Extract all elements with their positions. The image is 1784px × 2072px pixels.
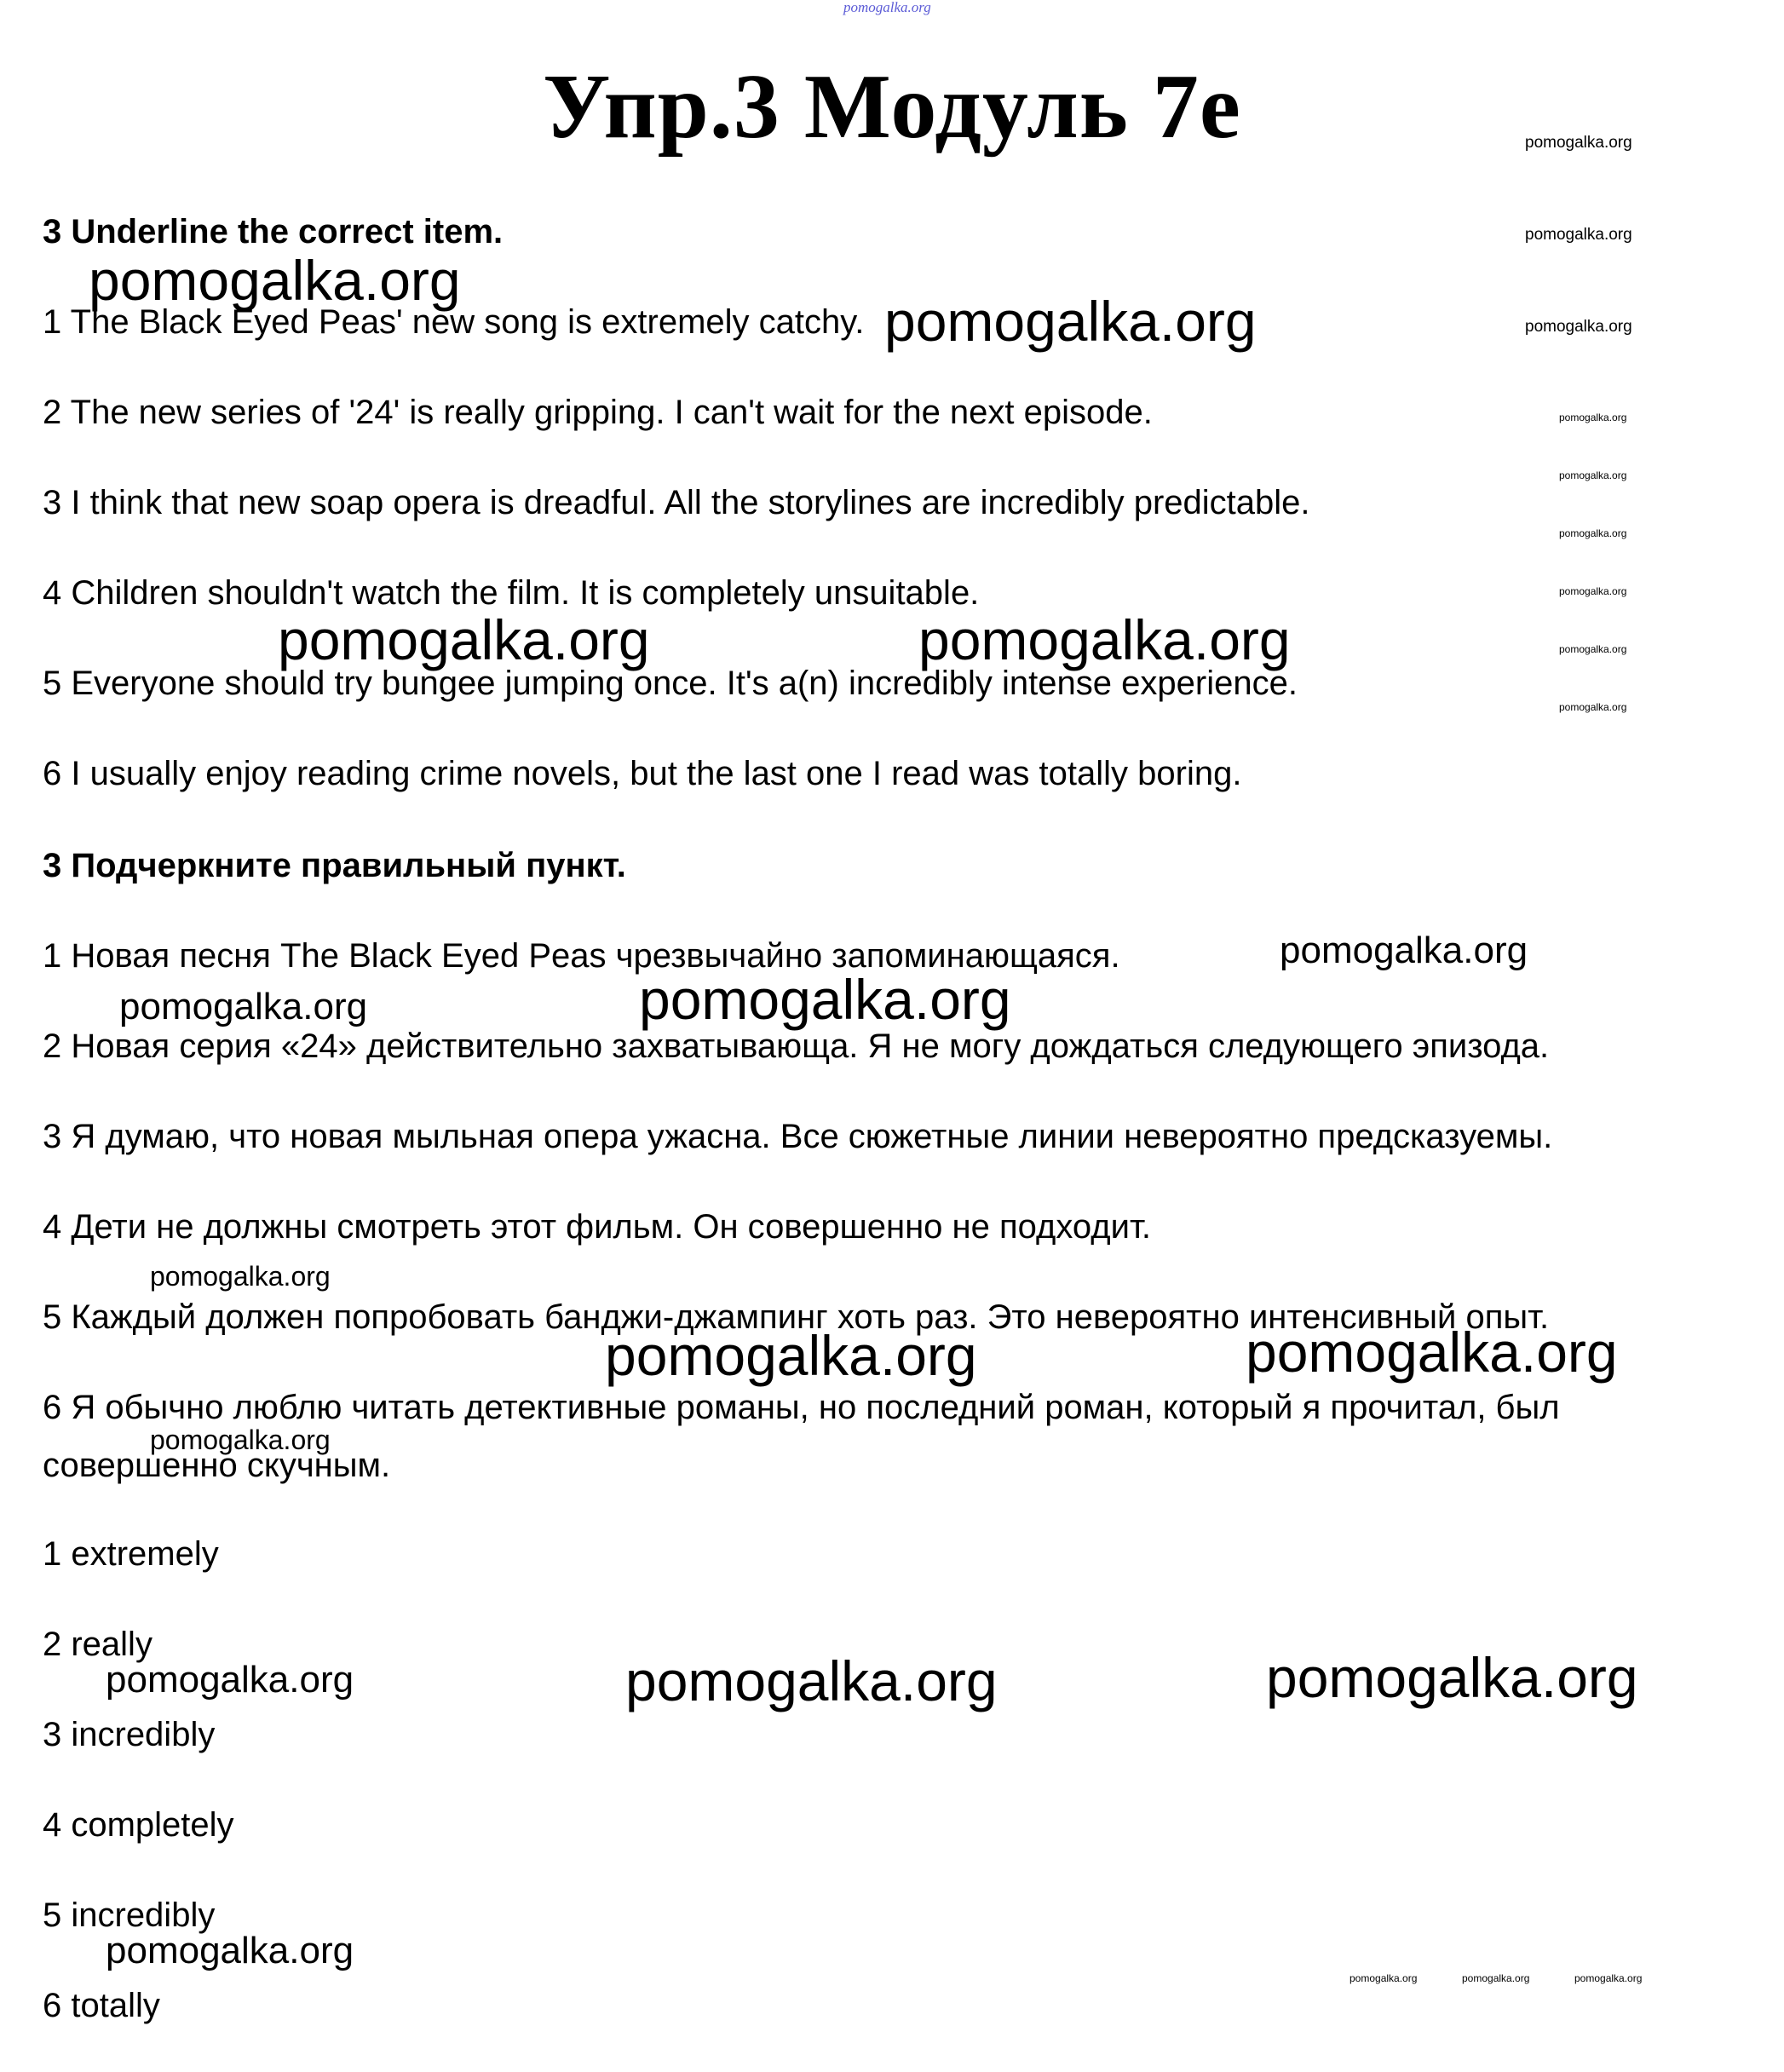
english-item-4: 4 Children shouldn't watch the film. It is completely unsuitable.	[43, 574, 980, 612]
watermark: pomogalka.org	[106, 1659, 354, 1701]
watermark: pomogalka.org	[106, 1930, 354, 1971]
watermark: pomogalka.org	[1559, 701, 1627, 713]
watermark: pomogalka.org	[1462, 1972, 1530, 1984]
watermark: pomogalka.org	[89, 249, 461, 312]
watermark: pomogalka.org	[605, 1324, 977, 1387]
answer-1: 1 extremely	[43, 1535, 219, 1573]
russian-item-5: 5 Каждый должен попробовать банджи-джампинг хоть раз. Это невероятно интенсивный опыт.	[43, 1298, 1550, 1336]
english-item-6: 6 I usually enjoy reading crime novels, but the last one I read was totally boring.	[43, 755, 1242, 792]
watermark: pomogalka.org	[1280, 930, 1528, 971]
answer-6: 6 totally	[43, 1987, 160, 2024]
watermark: pomogalka.org	[625, 1649, 998, 1712]
russian-item-1: 1 Новая песня The Black Eyed Peas чрезвычайно запоминающаяся.	[43, 937, 1120, 975]
watermark: pomogalka.org	[119, 986, 368, 1027]
watermark: pomogalka.org	[1246, 1321, 1618, 1384]
watermark: pomogalka.org	[1574, 1972, 1643, 1984]
watermark: pomogalka.org	[1525, 318, 1632, 336]
watermark: pomogalka.org	[1266, 1646, 1638, 1709]
watermark: pomogalka.org	[918, 608, 1291, 671]
english-heading: 3 Underline the correct item.	[43, 213, 504, 250]
english-item-1: 1 The Black Eyed Peas' new song is extremely catchy.	[43, 303, 865, 341]
english-item-2: 2 The new series of '24' is really gripping. I can't wait for the next episode.	[43, 394, 1153, 431]
answer-2: 2 really	[43, 1626, 153, 1663]
watermark: pomogalka.org	[1559, 643, 1627, 655]
answer-4: 4 completely	[43, 1806, 234, 1844]
watermark: pomogalka.org	[1559, 469, 1627, 481]
russian-item-6: 6 Я обычно люблю читать детективные романы, но последний роман, который я прочитал, был совершенно скучным.	[43, 1389, 1560, 1484]
watermark: pomogalka.org	[1559, 527, 1627, 539]
answer-5: 5 incredibly	[43, 1896, 216, 1934]
answer-3: 3 incredibly	[43, 1716, 216, 1753]
watermark: pomogalka.org	[1559, 412, 1627, 423]
page-title: Упр.3 Модуль 7е	[543, 56, 1241, 158]
watermark: pomogalka.org	[1559, 585, 1627, 597]
watermark: pomogalka.org	[150, 1424, 331, 1455]
watermark: pomogalka.org	[1350, 1972, 1418, 1984]
russian-item-4: 4 Дети не должны смотреть этот фильм. Он совершенно не подходит.	[43, 1208, 1151, 1246]
english-item-3: 3 I think that new soap opera is dreadful. All the storylines are incredibly predictable.	[43, 484, 1310, 521]
watermark: pomogalka.org	[884, 290, 1257, 353]
english-item-5: 5 Everyone should try bungee jumping once. It's a(n) incredibly intense experience.	[43, 665, 1298, 702]
russian-item-2: 2 Новая серия «24» действительно захватывающа. Я не могу дождаться следующего эпизода.	[43, 1027, 1550, 1065]
watermark: pomogalka.org	[1525, 134, 1632, 152]
watermark-top: pomogalka.org	[843, 0, 931, 15]
watermark: pomogalka.org	[150, 1261, 331, 1292]
watermark: pomogalka.org	[1525, 226, 1632, 244]
russian-heading: 3 Подчеркните правильный пункт.	[43, 847, 626, 884]
watermark: pomogalka.org	[278, 608, 650, 671]
russian-item-3: 3 Я думаю, что новая мыльная опера ужасна. Все сюжетные линии невероятно предсказуемы.	[43, 1118, 1553, 1155]
watermark: pomogalka.org	[639, 968, 1011, 1031]
